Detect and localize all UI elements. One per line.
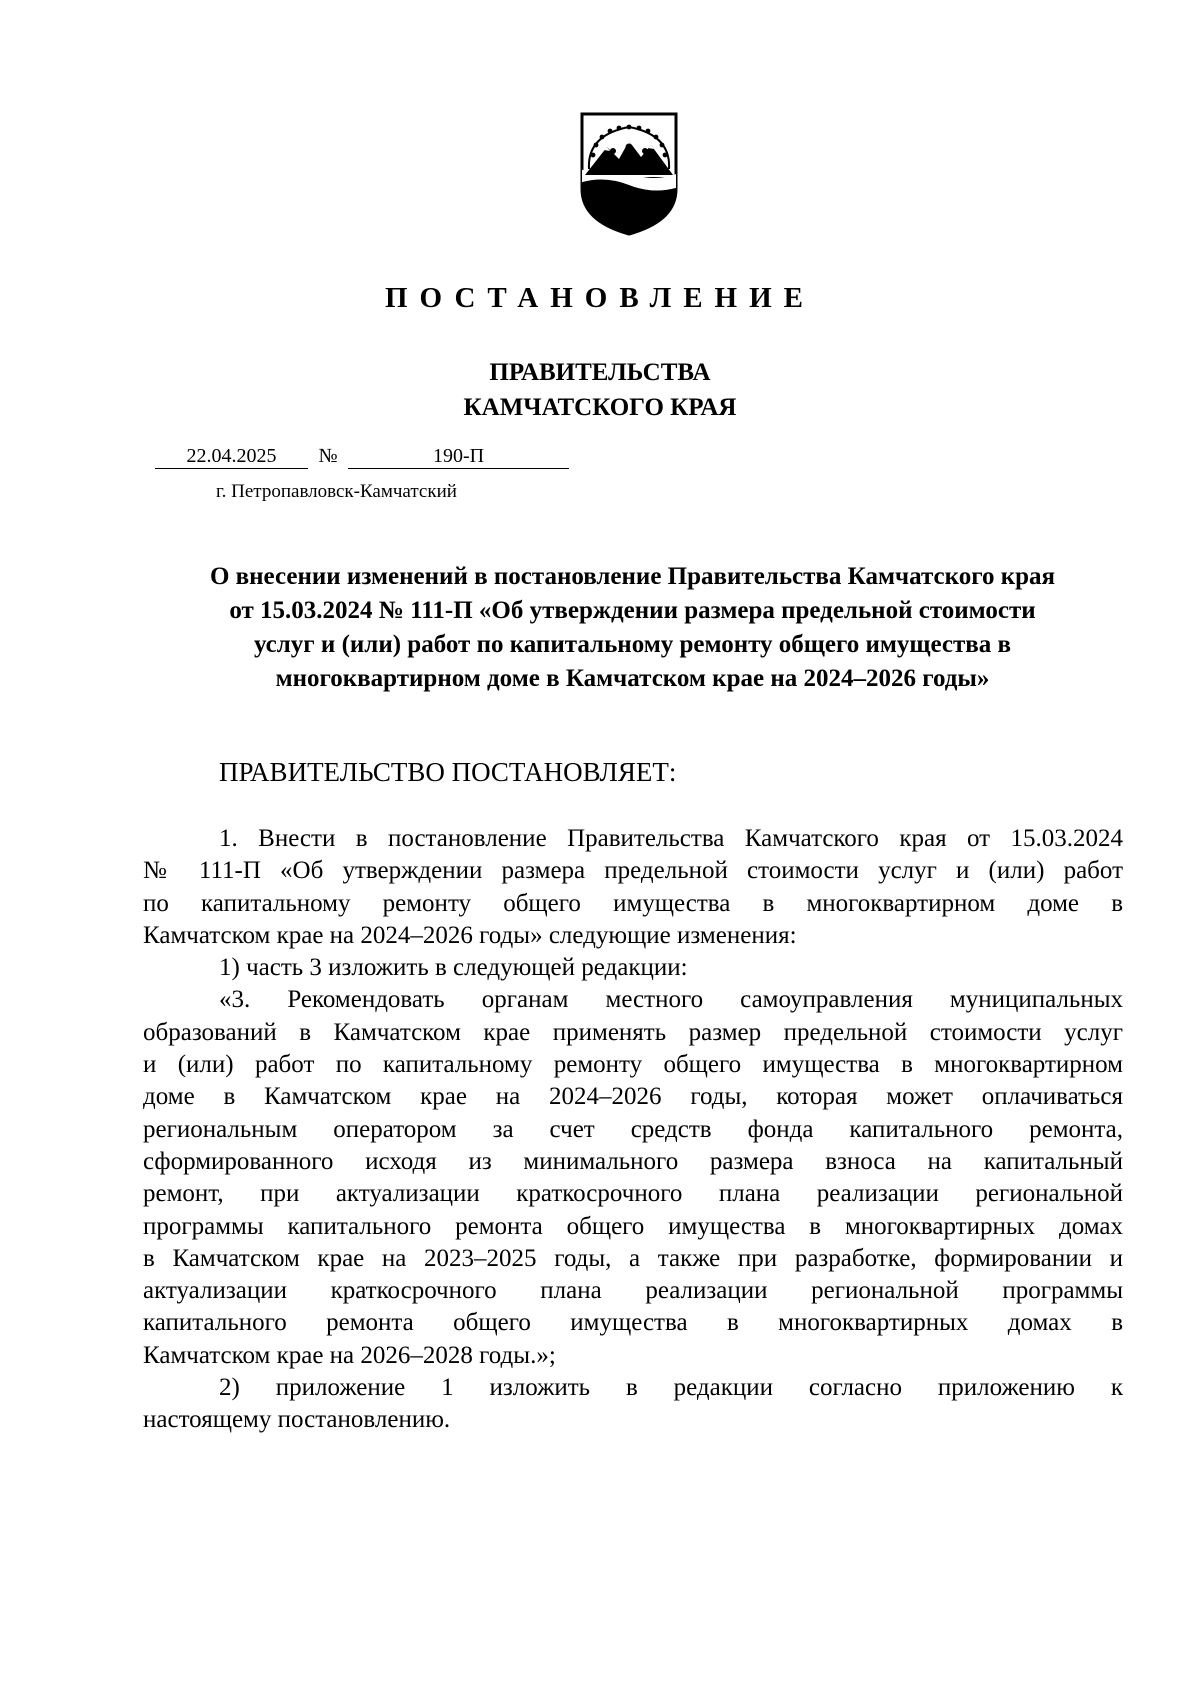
document-place: г. Петропавловск-Камчатский [216,481,457,502]
body-line: в Камчатском крае на 2023–2025 годы, а также при разработке, формировании и [143,1244,1123,1272]
document-date: 22.04.2025 [155,444,308,469]
body-line: 1. Внести в постановление Правительства Камчатского края от 15.03.2024 [219,825,1123,852]
authority-line-2: КАМЧАТСКОГО КРАЯ [463,394,737,421]
body-line: сформированного исходя из минимального размера взноса на капитальный [143,1147,1123,1175]
body-line: и (или) работ по капитальному ремонту общего имущества в многоквартирном [143,1051,1123,1079]
document-title [140,560,1125,696]
body-line: программы капитального ремонта общего имущества в многоквартирных домах [143,1212,1123,1240]
body-line: образований в Камчатском крае применять размер предельной стоимости услуг [143,1018,1123,1046]
body-line: Камчатском крае на 2026–2028 годы.»; [143,1341,556,1369]
body-line: капитального ремонта общего имущества в многоквартирных домах в [143,1309,1123,1337]
issuing-authority [0,355,1200,425]
title-line: О внесении изменений в постановление Правительства Камчатского края [209,563,1056,590]
document-number: 190-П [348,444,569,469]
body-line: актуализации краткосрочного плана реализации региональной программы [143,1277,1123,1305]
body-line: № 111-П «Об утверждении размера предельной стоимости услуг и (или) работ [143,857,1123,885]
body-line: 1) часть 3 изложить в следующей редакции: [219,954,688,982]
body-line: по капитальному ремонту общего имущества в многоквартирном доме в [143,889,1123,917]
document-body [143,823,1123,1437]
body-line: настоящему постановлению. [143,1406,451,1434]
authority-line-1: ПРАВИТЕЛЬСТВА [489,359,711,386]
body-line: ремонт, при актуализации краткосрочного плана реализации региональной [143,1180,1123,1208]
body-line: «3. Рекомендовать органам местного самоуправления муниципальных [219,986,1123,1014]
document-type-heading: ПОСТАНОВЛЕНИЕ [384,282,815,314]
body-line: доме в Камчатском крае на 2024–2026 годы, которая может оплачиваться [143,1083,1123,1111]
registration-line [155,444,569,469]
body-line: региональным оператором за счет средств фонда капитального ремонта, [143,1115,1123,1143]
title-line: услуг и (или) работ по капитальному ремонту общего имущества в [253,631,1012,658]
number-sign: № [318,445,338,467]
preamble: ПРАВИТЕЛЬСТВО ПОСТАНОВЛЯЕТ: [219,757,677,787]
body-line: 2) приложение 1 изложить в редакции согласно приложению к [219,1374,1123,1402]
title-line: от 15.03.2024 № 111-П «Об утверждении размера предельной стоимости [229,597,1036,624]
kamchatka-coat-of-arms-icon [579,111,679,237]
body-line: Камчатском крае на 2024–2026 годы» следующие изменения: [143,921,797,949]
title-line: многоквартирном доме в Камчатском крае на 2024–2026 годы» [275,665,990,692]
